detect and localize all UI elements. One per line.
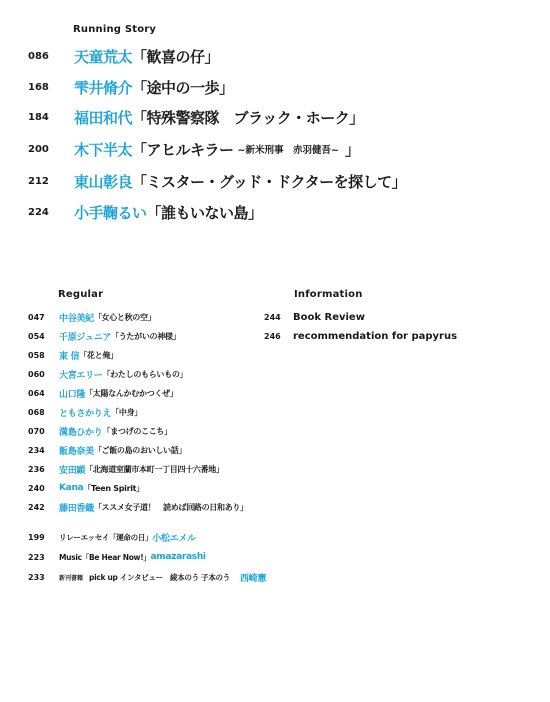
regular-item[interactable] [28, 405, 142, 419]
regular-item[interactable] [28, 329, 180, 343]
extra-label: Music「Be Hear Now!」 [59, 552, 151, 562]
running-story-item[interactable] [28, 137, 359, 161]
page-number: 233 [28, 572, 45, 582]
author-name: 東 信 [59, 351, 80, 362]
running-story-item[interactable] [28, 169, 406, 193]
story-title: 「ミスター・グッド・ドクターを探して」 [132, 172, 407, 191]
author-name: 小松エメル [152, 533, 196, 544]
column-title: 「うたがいの神様」 [111, 331, 181, 341]
author-name: Kana [59, 483, 84, 493]
regular-item[interactable] [28, 481, 144, 495]
author-name: 安田顕 [59, 465, 86, 476]
page-number: 244 [264, 312, 281, 322]
regular-item[interactable] [28, 348, 118, 362]
author-name: 木下半太 [74, 140, 133, 159]
page-number: 199 [28, 532, 45, 542]
page-number: 240 [28, 483, 45, 493]
author-name: 小手鞠るい [74, 203, 147, 222]
column-title: 「北海道室蘭市本町一丁目四十六番地」 [85, 464, 224, 474]
author-name: 雫井脩介 [74, 78, 133, 97]
regular-item[interactable] [28, 367, 187, 381]
page-number: 086 [28, 50, 49, 62]
page-number: 242 [28, 502, 45, 512]
extra-item[interactable] [28, 570, 266, 584]
page-number: 054 [28, 331, 45, 341]
author-name: ともさかりえ [59, 408, 112, 419]
author-name: 福田和代 [74, 108, 133, 127]
extra-item[interactable] [28, 530, 196, 544]
regular-item[interactable] [28, 443, 186, 457]
author-name: amazarashi [150, 552, 206, 562]
running-story-item[interactable] [28, 105, 364, 129]
column-title: 「中身」 [111, 407, 143, 417]
information-title: recommendation for papyrus [293, 330, 458, 342]
story-subtitle: ~新米刑事 赤羽健吾~ [237, 145, 339, 156]
page-number: 047 [28, 312, 45, 322]
regular-item[interactable] [28, 310, 155, 324]
regular-item[interactable] [28, 462, 224, 476]
running-story-item[interactable] [28, 75, 234, 99]
page-number: 212 [28, 175, 49, 187]
author-name: 大宮エリー [59, 370, 103, 381]
page-number: 060 [28, 369, 45, 379]
regular-heading: Regular [58, 289, 104, 300]
page-number: 234 [28, 445, 45, 455]
author-name: 東山彰良 [74, 172, 133, 191]
author-name: 飯島奈美 [59, 446, 94, 457]
page-number: 236 [28, 464, 45, 474]
story-title: 「特殊警察隊 ブラック・ホーク」 [132, 108, 364, 127]
column-title: 「女心と秋の空」 [93, 312, 156, 322]
page-number: 246 [264, 331, 281, 341]
story-title: 「歓喜の仔」 [132, 47, 220, 66]
page-number: 224 [28, 206, 49, 218]
extra-label-small: 新刊書籍 [59, 574, 84, 582]
story-title-close: 」 [344, 140, 360, 159]
author-name: 西崎憲 [239, 573, 267, 584]
column-title: 「花と俺」 [79, 350, 118, 360]
column-title: 「ススメ女子道！ 読めば回路の日和あり」 [93, 502, 248, 512]
column-title: 「Teen Spirit」 [83, 483, 144, 493]
column-title: 「まつげのここち」 [102, 426, 172, 436]
author-name: 天童荒太 [74, 47, 133, 66]
page-number: 200 [28, 143, 49, 155]
information-title: Book Review [293, 311, 365, 323]
extra-label: pick up インタビュー 綾本のう 子本のう [89, 572, 230, 582]
author-name: 山口隆 [59, 389, 86, 400]
regular-item[interactable] [28, 500, 248, 514]
page-number: 068 [28, 407, 45, 417]
running-story-item[interactable] [28, 200, 263, 224]
story-title: 「アヒルキラー [132, 140, 234, 159]
regular-item[interactable] [28, 424, 172, 438]
story-title: 「途中の一歩」 [132, 78, 234, 97]
author-name: 藤田香織 [59, 503, 94, 514]
author-name: 千原ジュニア [59, 332, 112, 343]
author-name: 満島ひかり [59, 427, 103, 438]
running-story-heading: Running Story [73, 24, 157, 35]
column-title: 「太陽なんかむかつくぜ」 [85, 388, 178, 398]
page-number: 070 [28, 426, 45, 436]
story-title: 「誰もいない島」 [146, 203, 263, 222]
page-number: 058 [28, 350, 45, 360]
page-number: 223 [28, 552, 45, 562]
information-item[interactable] [264, 310, 365, 324]
page-number: 184 [28, 111, 49, 123]
column-title: 「わたしのもらいもの」 [102, 369, 188, 379]
author-name: 中谷美紀 [59, 313, 94, 324]
page-number: 168 [28, 81, 49, 93]
information-heading: Information [294, 289, 363, 300]
page-number: 064 [28, 388, 45, 398]
column-title: 「ご飯の島のおいしい話」 [93, 445, 187, 455]
information-item[interactable] [264, 329, 457, 343]
regular-item[interactable] [28, 386, 178, 400]
extra-item[interactable] [28, 550, 206, 564]
running-story-item[interactable] [28, 44, 219, 68]
extra-label: リレーエッセイ「運命の日」 [59, 532, 153, 542]
